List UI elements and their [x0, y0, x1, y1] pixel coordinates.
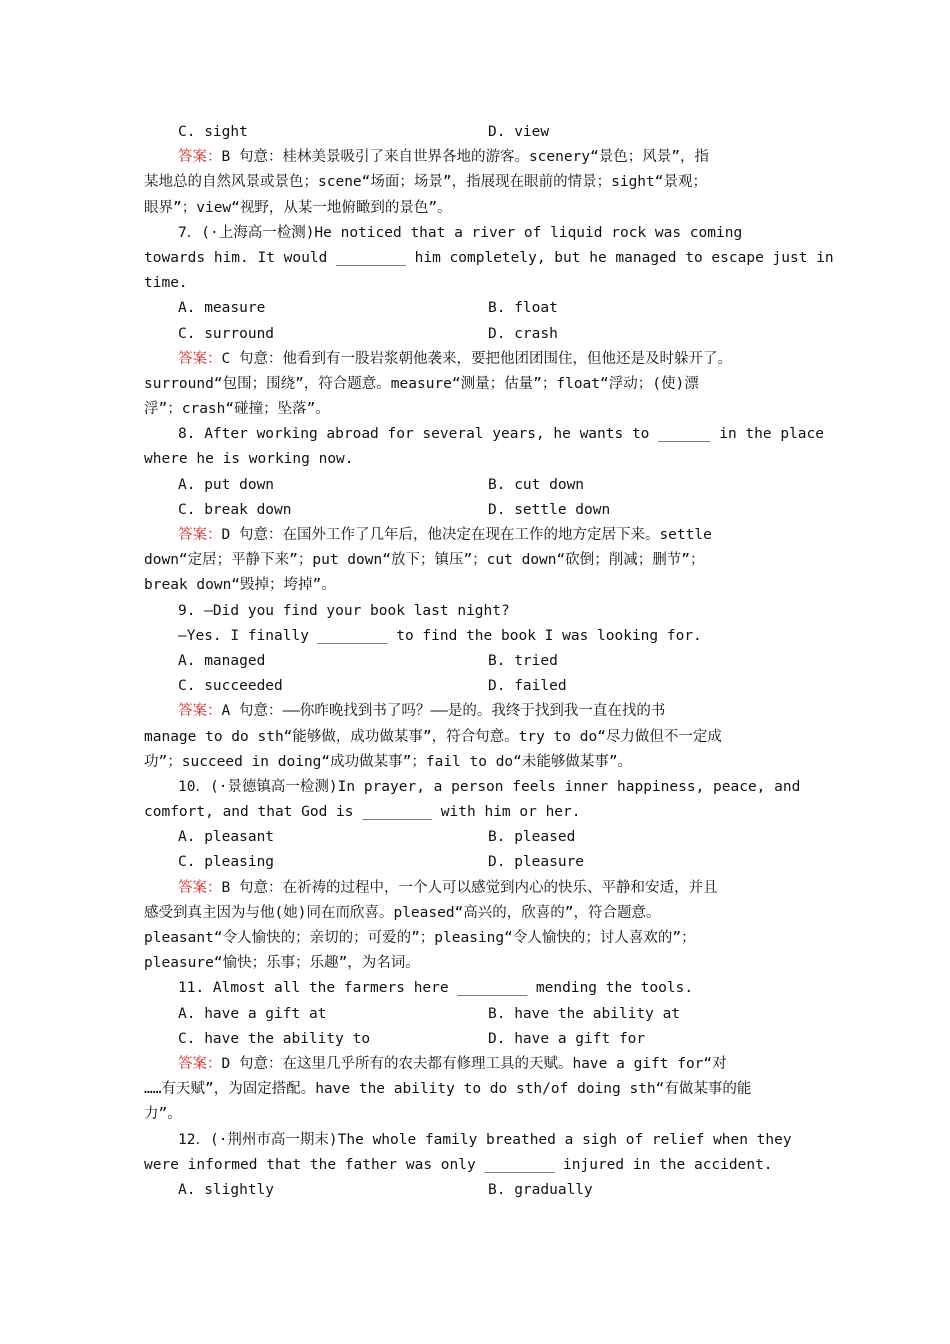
- option-row: [144, 674, 810, 699]
- option-row: [144, 296, 810, 321]
- option-row: [144, 850, 810, 875]
- option-left: C. surround: [178, 325, 275, 342]
- option-right: D. failed: [488, 678, 567, 695]
- option-right: B. pleased: [488, 829, 576, 846]
- option-row: [144, 1027, 810, 1052]
- option-left: A. have a gift at: [178, 1005, 327, 1022]
- question-line: 7．(·上海高一检测)He noticed that a river of liquid rock was coming: [178, 224, 743, 241]
- option-left: A. slightly: [178, 1181, 275, 1198]
- question-line: —Yes. I finally ________ to find the book I was looking for.: [178, 627, 702, 644]
- text-line: 感受到真主因为与他(她)同在而欣喜。pleased“高兴的，欣喜的”，符合题意。: [144, 904, 661, 921]
- question-line: 10．(·景德镇高一检测)In prayer, a person feels inner happiness, peace, and: [178, 778, 801, 795]
- option-row: [144, 498, 810, 523]
- text-line: ……有天赋”，为固定搭配。have the ability to do sth/of doing sth“有做某事的能: [144, 1081, 752, 1098]
- answer-line: [144, 699, 810, 724]
- option-right: D. settle down: [488, 501, 611, 518]
- text-line: comfort, and that God is ________ with him or her.: [144, 804, 581, 821]
- option-left: C. sight: [178, 124, 248, 140]
- option-left: C. break down: [178, 501, 292, 518]
- option-left: C. have the ability to: [178, 1030, 371, 1047]
- option-right: B. have the ability at: [488, 1005, 681, 1022]
- option-right: B. tried: [488, 652, 558, 669]
- option-row: [144, 1002, 810, 1027]
- answer-line: [144, 145, 810, 170]
- option-left: C. succeeded: [178, 678, 283, 695]
- answer-line: [144, 523, 810, 548]
- answer-label: 答案：: [178, 879, 222, 896]
- option-left: A. put down: [178, 476, 275, 493]
- answer-label: 答案：: [178, 1055, 222, 1072]
- text-line: pleasant“令人愉快的；亲切的；可爱的”；pleasing“令人愉快的；讨人喜欢的”；: [144, 930, 696, 946]
- answer-line: [144, 1052, 810, 1077]
- text-line: down“定居；平静下来”；put down“放下；镇压”；cut down“砍倒；削减；删节”；: [144, 552, 705, 569]
- answer-label: 答案：: [178, 350, 222, 367]
- option-right: D. view: [488, 124, 550, 140]
- option-row: [144, 120, 810, 145]
- answer-label: 答案：: [178, 149, 222, 166]
- option-right: B. gradually: [488, 1181, 593, 1198]
- option-row: [144, 649, 810, 674]
- text-line: 功”；succeed in doing“成功做某事”；fail to do“未能够做某事”。: [144, 753, 633, 770]
- answer-line: [144, 876, 810, 901]
- option-row: [144, 825, 810, 850]
- answer-text: D 句意：在这里几乎所有的农夫都有修理工具的天赋。have a gift for“对: [221, 1055, 727, 1072]
- question-line: 8. After working abroad for several years, he wants to ______ in the place: [178, 426, 825, 443]
- text-line: pleasure“愉快；乐事；乐趣”，为名词。: [144, 955, 420, 972]
- answer-label: 答案：: [178, 703, 222, 720]
- option-left: A. measure: [178, 300, 266, 317]
- text-line: manage to do sth“能够做，成功做某事”，符合句意。try to do“尽力做但不一定成: [144, 728, 722, 745]
- option-right: D. pleasure: [488, 854, 585, 871]
- text-line: 某地总的自然风景或景色；scene“场面；场景”，指展现在眼前的情景；sight“景观；: [144, 174, 707, 191]
- text-line: break down“毁掉；垮掉”。: [144, 577, 336, 594]
- text-line: 眼界”；view“视野，从某一地俯瞰到的景色”。: [144, 199, 452, 216]
- text-line: were informed that the father was only ________ injured in the accident.: [144, 1156, 773, 1173]
- text-line: where he is working now.: [144, 451, 354, 468]
- question-line: 12．(·荆州市高一期末)The whole family breathed a sigh of relief when they: [178, 1131, 792, 1148]
- option-right: B. float: [488, 300, 558, 317]
- text-line: surround“包围；围绕”，符合题意。measure“测量；估量”；float“浮动；(使)漂: [144, 375, 699, 392]
- option-row: [144, 473, 810, 498]
- answer-text: A 句意：——你昨晚找到书了吗？——是的。我终于找到我一直在找的书: [221, 703, 666, 720]
- question-line: 9. —Did you find your book last night?: [178, 602, 510, 619]
- option-left: A. managed: [178, 652, 266, 669]
- answer-text: B 句意：在祈祷的过程中，一个人可以感觉到内心的快乐、平静和安适，并且: [221, 879, 718, 896]
- option-left: C. pleasing: [178, 854, 275, 871]
- question-line: 11. Almost all the farmers here ________ mending the tools.: [178, 980, 694, 997]
- answer-line: [144, 347, 810, 372]
- answer-label: 答案：: [178, 527, 222, 543]
- option-right: D. crash: [488, 325, 558, 342]
- option-row: [144, 322, 810, 347]
- text-line: 力”。: [144, 1106, 182, 1123]
- document-body: [144, 120, 834, 1203]
- answer-text: C 句意：他看到有一股岩浆朝他袭来，要把他团团围住，但他还是及时躲开了。: [221, 350, 732, 367]
- answer-text: B 句意：桂林美景吸引了来自世界各地的游客。scenery“景色；风景”，指: [221, 149, 710, 166]
- text-line: time.: [144, 275, 188, 292]
- text-line: towards him. It would ________ him completely, but he managed to escape just in: [144, 249, 834, 266]
- answer-text: D 句意：在国外工作了几年后，他决定在现在工作的地方定居下来。settle: [221, 527, 712, 543]
- option-row: [144, 1178, 810, 1203]
- text-line: 浮”；crash“碰撞；坠落”。: [144, 401, 330, 418]
- option-right: D. have a gift for: [488, 1030, 646, 1047]
- option-left: A. pleasant: [178, 829, 275, 846]
- option-right: B. cut down: [488, 476, 585, 493]
